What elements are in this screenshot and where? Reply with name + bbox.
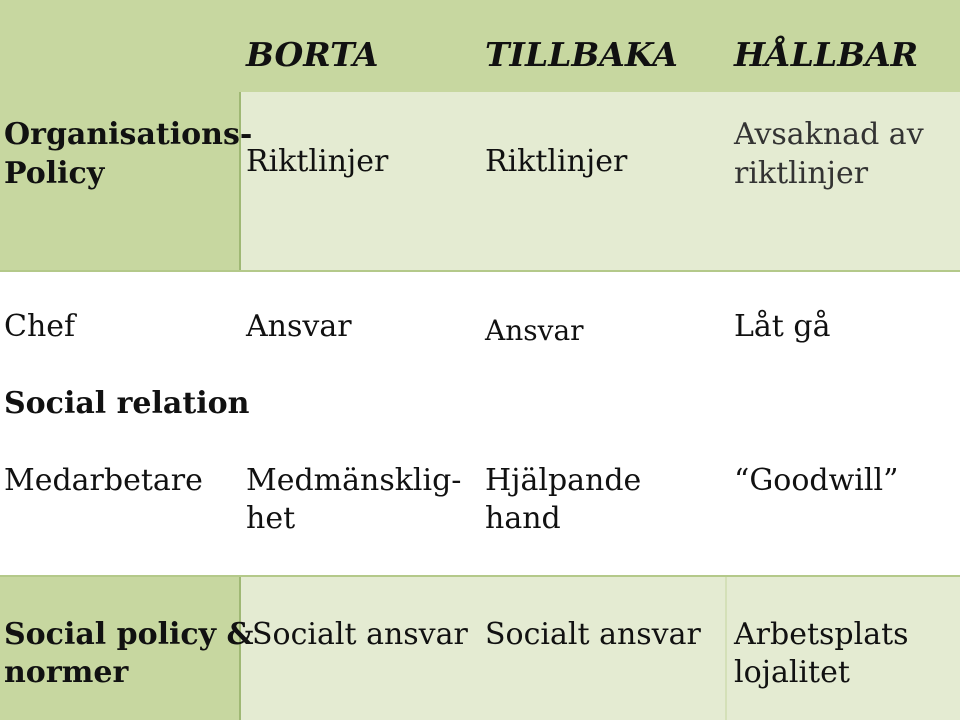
social-policy-hallbar-line1: Arbetsplats [734, 617, 909, 652]
chef-tillbaka: Ansvar [485, 314, 584, 347]
policy-hallbar-line2: riktlinjer [734, 156, 869, 191]
social-relation-label: Social relation [4, 386, 250, 421]
chef-borta: Ansvar [246, 309, 352, 344]
medarbetare-tillbaka-line1: Hjälpande [485, 463, 642, 498]
social-policy-hallbar-line2: lojalitet [734, 655, 850, 690]
policy-hallbar-line1: Avsaknad av [734, 117, 924, 152]
medarbetare-borta-line2: het [246, 501, 296, 536]
header-tillbaka: TILLBAKA [485, 35, 678, 74]
social-policy-label-line1: Social policy & [4, 617, 254, 652]
social-policy-label-line2: normer [4, 655, 129, 690]
policy-label-line2: Policy [4, 156, 105, 191]
medarbetare-borta-line1: Medmänsklig- [246, 463, 462, 498]
medarbetare-tillbaka-line2: hand [485, 501, 561, 536]
social-policy-borta: Socialt ansvar [252, 617, 468, 652]
chef-hallbar: Låt gå [734, 309, 831, 344]
header-borta: BORTA [246, 35, 379, 74]
chef-label: Chef [4, 309, 76, 344]
social-policy-tillbaka: Socialt ansvar [485, 617, 701, 652]
medarbetare-hallbar: “Goodwill” [734, 463, 899, 498]
medarbetare-label: Medarbetare [4, 463, 203, 498]
column-divider [725, 577, 727, 720]
header-hallbar: HÅLLBAR [734, 35, 919, 74]
policy-tillbaka: Riktlinjer [485, 144, 628, 179]
policy-label-line1: Organisations- [4, 117, 253, 152]
policy-borta: Riktlinjer [246, 144, 389, 179]
